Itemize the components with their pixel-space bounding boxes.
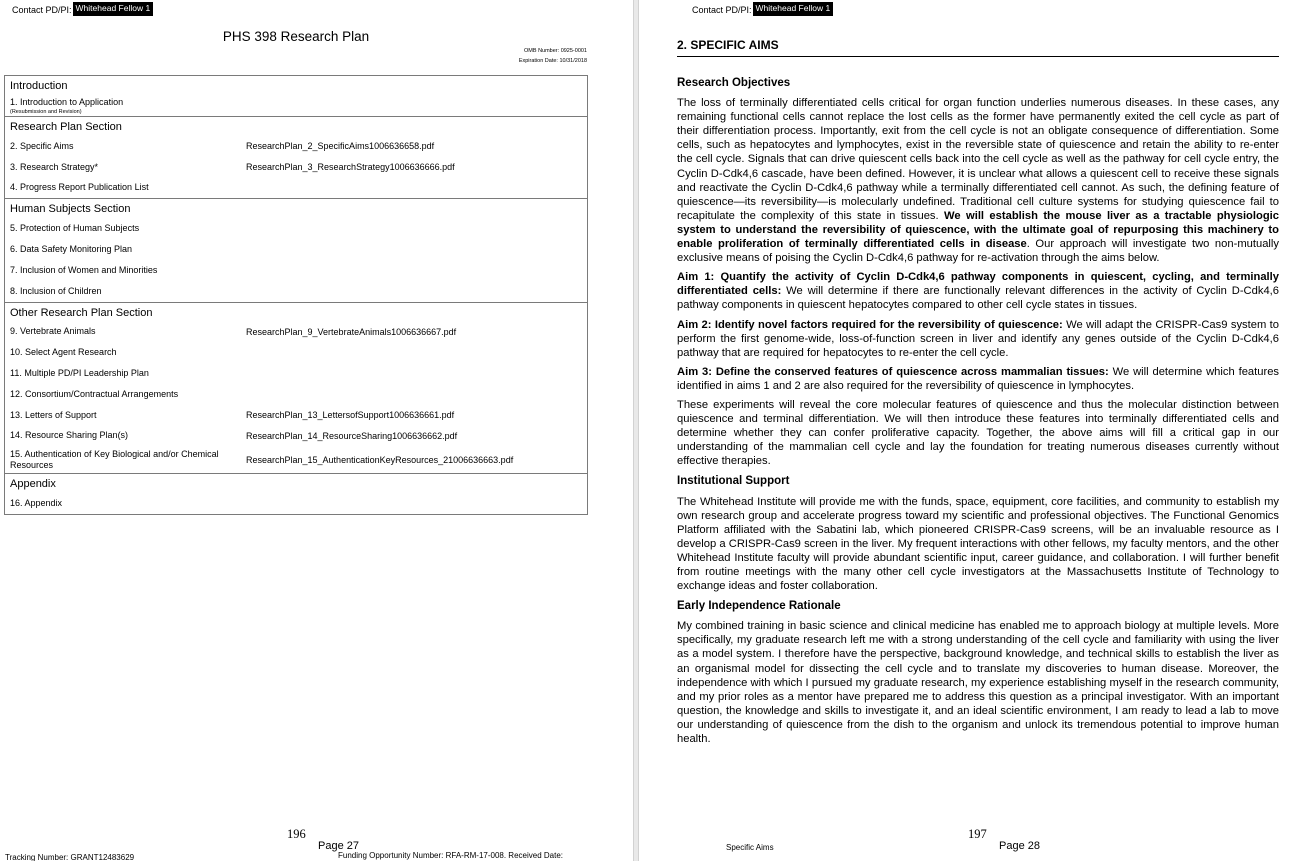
aim-1-title: Aim 1: Quantify the activity of Cyclin D-Cdk4,6 pathway components in quiescent, cycling, and terminally differentiated cells: <box>677 271 1279 298</box>
row-label: 10. Select Agent Research <box>10 347 117 358</box>
aim-1-text: We will determine if there are functionally relevant differences in the activity of Cyclin D-Cdk4,6 pathway components in quiescent hepatocytes compared to other cell cycle states in tissues. <box>677 285 1279 312</box>
experiments-paragraph: These experiments will reveal the core molecular features of quiescence and thus the molecular distinction between quiescence and terminal differentiation. We will then introduce these features into terminally differentiated cells and determine whether they can confer proliferative capacity. Together, the above aims will fill a critical gap in our understanding of the mammalian cell cycle and lay the foundation for treating numerous diseases currently without effective therapies. <box>677 398 1279 468</box>
omb-info <box>519 46 587 66</box>
aim-1-paragraph <box>677 270 1279 312</box>
toc-row-select-agent <box>5 342 587 363</box>
toc-row-children <box>5 281 587 302</box>
early-independence-heading: Early Independence Rationale <box>677 600 841 613</box>
section-heading: Other Research Plan Section <box>10 306 153 319</box>
section-heading: Introduction <box>10 80 68 92</box>
institutional-support-heading: Institutional Support <box>677 475 790 488</box>
aim-3-text: We will determine which features identified in aims 1 and 2 are also required for the reversibility of quiescence in lymphocytes. <box>677 365 1280 392</box>
row-label: 13. Letters of Support <box>10 409 97 420</box>
page-number: 196 <box>287 827 306 841</box>
aim-3-paragraph <box>677 365 1279 393</box>
attachment-link[interactable]: ResearchPlan_9_VertebrateAnimals1006636667.pdf <box>246 326 457 337</box>
row-label: 4. Progress Report Publication List <box>10 182 149 193</box>
row-label: 3. Research Strategy* <box>10 161 99 172</box>
row-label: 6. Data Safety Monitoring Plan <box>10 244 133 255</box>
specific-aims-body <box>677 76 1279 751</box>
row-label: 9. Vertebrate Animals <box>10 326 96 337</box>
toc-row-resource-sharing <box>5 426 587 447</box>
objectives-text-a: The loss of terminally differentiated cells critical for organ function underlies numerous diseases. In these cases, any remaining functional cells cannot replace the lost cells as the former have permanently exited the cell cycle as part of their differentiation process. Importantly, exit from the cell cycle is not an obligate consequence of differentiation. Some cells, such as hepatocytes and lymphocytes, exist in the reversible state of quiescence and retain the ability to re-enter the cell cycle. Signals that can drive quiescent cells back into the cell cycle as well as the pathway for cell cycle entry, the Cyclin D-Cdk4,6 cascade, have been defined. However, it is unclear what allows a quiescent cell to receive these signals and reactivate the Cyclin D-Cdk4,6 pathway while a terminally differentiated cell cannot. As such, the defining feature of quiescence—its reversibility—is molecularly undefined. Traditional cell culture systems for studying quiescence fail to recapitulate the complexity of this state in tissues. <box>677 97 1279 222</box>
omb-number: OMB Number: 0925-0001 <box>524 48 587 54</box>
toc-row-specific-aims <box>5 136 587 157</box>
toc-row-women-minorities <box>5 260 587 281</box>
toc-row-research-strategy <box>5 157 587 178</box>
row-label: 1. Introduction to Application <box>10 96 124 107</box>
toc-row-progress-report <box>5 178 587 199</box>
objectives-text-bold: We will establish the mouse liver as a tractable physiologic system to understand the reversibility of quiescence, with the ultimate goal of repurposing this machinery to enable proliferation of terminally differentiated cells in disease <box>677 209 1279 251</box>
toc-row-authentication <box>5 446 587 473</box>
footer-section-name: Specific Aims <box>726 843 774 852</box>
page-number: 197 <box>968 827 987 841</box>
row-label: 16. Appendix <box>10 498 63 509</box>
toc-row-multiple-pdpi <box>5 363 587 384</box>
aim-3-title: Aim 3: Define the conserved features of quiescence across mammalian tissues: <box>677 365 1109 378</box>
contact-label: Contact PD/PI: <box>692 5 752 15</box>
expiration-date: Expiration Date: 10/31/2018 <box>518 58 587 64</box>
toc-row-introduction <box>5 95 587 116</box>
contact-pdpi <box>12 5 153 16</box>
objectives-paragraph <box>677 96 1279 265</box>
toc-section-human-subjects <box>5 198 587 301</box>
aim-2-text: We will adapt the CRISPR-Cas9 system to perform the first genome-wide, loss-of-function screen in liver and identify any genes outside of the Cyclin D-Cdk4,6 pathway that are required for hepatocytes to re-enter the cell cycle. <box>677 318 1279 359</box>
attachment-link[interactable]: ResearchPlan_14_ResourceSharing1006636662.pdf <box>246 430 458 441</box>
document-page-left <box>0 0 632 861</box>
research-objectives-heading: Research Objectives <box>677 77 791 89</box>
contact-label: Contact PD/PI: <box>12 5 72 15</box>
attachment-link[interactable]: ResearchPlan_13_LettersofSupport1006636661.pdf <box>246 410 455 421</box>
early-independence-paragraph: My combined training in basic science and clinical medicine has enabled me to approach biology at multiple levels. More specifically, my graduate research left me with a strong understanding of the cell cycle and familiarity with using the liver as a model system. I therefore have the perspective, background knowledge, and technical skills to establish the liver as an organismal model for dissecting the cell cycle and to translate my discoveries to human disease. Moreover, the independence with which I pursued my graduate research, my experience establishing myself in the research community, and my prior roles as a mentor have prepared me to address this question as a principal investigator. With an important question, the knowledge and skills to investigate it, and an ideal scientific environment, I am ready to lead a lab to move our understanding of quiescence from the dish to the organism and unlock its tremendous potential to improve human health. <box>677 620 1279 746</box>
page-divider <box>633 0 639 861</box>
attachment-link[interactable]: ResearchPlan_2_SpecificAims1006636658.pdf <box>246 141 435 152</box>
row-label: 5. Protection of Human Subjects <box>10 223 140 234</box>
toc-section-introduction <box>5 76 587 116</box>
contact-name-badge: Whitehead Fellow 1 <box>73 2 154 16</box>
toc-row-vertebrate-animals <box>5 322 587 343</box>
institutional-support-paragraph: The Whitehead Institute will provide me with the funds, space, equipment, core facilities, and community to establish my own research group and accelerate progress toward my scientific and professional objectives. The Functional Genomics Platform affiliated with the Sabatini lab, which pioneered CRISPR-Cas9 screens, will be an invaluable resource as I develop a CRISPR-Cas9 screen in the liver. My frequent interactions with other fellows, my faculty mentors, and the other Whitehead Institute faculty will provide abundant scientific input, career guidance, and collaboration. I will further benefit from routine meetings with the many other cell cycle investigators at the Massachusetts Institute of Technology to exchange ideas and foster collaboration. <box>677 495 1279 593</box>
attachment-link[interactable]: ResearchPlan_3_ResearchStrategy1006636666.pdf <box>246 162 455 173</box>
page-label: Page 27 <box>318 840 359 852</box>
aim-2-title: Aim 2: Identify novel factors required for the reversibility of quiescence: <box>677 318 1063 331</box>
page-title: PHS 398 Research Plan <box>222 29 370 44</box>
section-title: 2. SPECIFIC AIMS <box>677 38 1279 57</box>
toc-row-data-safety <box>5 239 587 260</box>
row-label: 12. Consortium/Contractual Arrangements <box>10 388 179 399</box>
row-label: 7. Inclusion of Women and Minorities <box>10 264 158 275</box>
row-label: 14. Resource Sharing Plan(s) <box>10 430 129 441</box>
contact-pdpi <box>692 5 833 16</box>
toc-row-protection-human-subjects <box>5 218 587 239</box>
row-label: 2. Specific Aims <box>10 140 74 151</box>
attachment-link[interactable]: ResearchPlan_15_AuthenticationKeyResources_21006636663.pdf <box>246 454 514 465</box>
toc-row-consortium <box>5 384 587 405</box>
toc-row-letters-of-support <box>5 405 587 426</box>
contact-name-badge: Whitehead Fellow 1 <box>753 2 834 16</box>
page-label: Page 28 <box>999 840 1040 852</box>
toc-section-appendix <box>5 473 587 514</box>
toc-row-appendix <box>5 493 587 514</box>
section-heading: Research Plan Section <box>10 121 122 133</box>
aim-2-paragraph <box>677 318 1279 360</box>
funding-opportunity: Funding Opportunity Number: RFA-RM-17-008. Received Date: <box>338 851 563 860</box>
row-label: 11. Multiple PD/PI Leadership Plan <box>10 368 149 379</box>
section-heading: Appendix <box>10 478 56 491</box>
toc-section-other-research-plan <box>5 302 587 474</box>
toc-section-research-plan <box>5 116 587 198</box>
research-plan-table <box>4 75 588 515</box>
row-label: 15. Authentication of Key Biological and/or Chemical Resources <box>10 448 219 470</box>
document-page-right <box>640 0 1290 861</box>
row-note: (Resubmission and Revision) <box>10 108 82 115</box>
row-label: 8. Inclusion of Children <box>10 285 102 296</box>
objectives-text-c: . Our approach will investigate two non-mutually exclusive means of poising the Cyclin D-Cdk4,6 pathway for re-activation through the aims below. <box>677 238 1279 265</box>
section-heading: Human Subjects Section <box>10 203 131 216</box>
tracking-number: Tracking Number: GRANT12483629 <box>5 853 135 861</box>
